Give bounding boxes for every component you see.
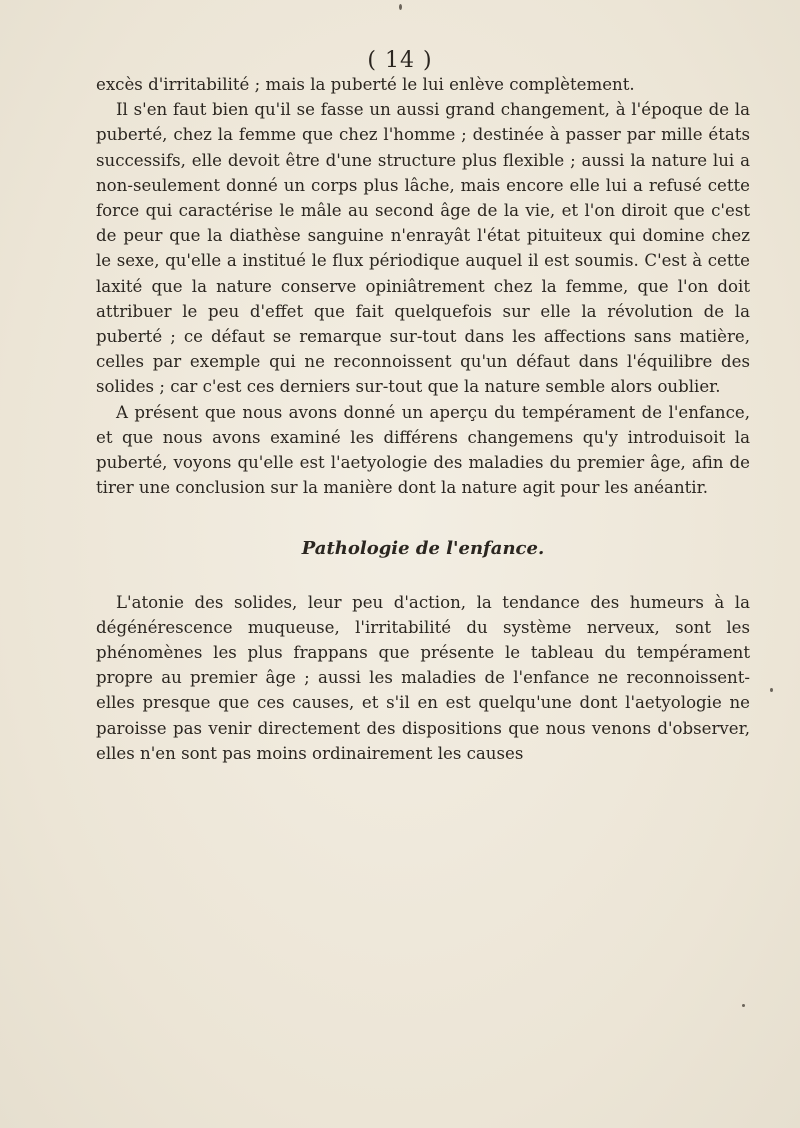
section-heading: Pathologie de l'enfance.: [301, 538, 545, 560]
paragraph-3: A présent que nous avons donné un aperçu du tempérament de l'enfance, et que nous avons examiné les différens changemens qu'y introduisoit la puberté, voyons qu'elle est l'aetyologie des maladies du premier âge, afin de tirer une conclusion sur la manière dont la nature agit pour les anéantir.: [96, 402, 750, 498]
paragraph-1: excès d'irritabilité ; mais la puberté le lui enlève complètement.: [96, 75, 635, 94]
paragraph-4: L'atonie des solides, leur peu d'action, la tendance des humeurs à la dégénérescence muqueuse, l'irritabilité du système nerveux, sont les phénomènes les plus frappans que présente le tableau du tempérament propre au premier âge ; aussi les maladies de l'enfance ne reconnoissent-elles presque que ces causes, et s'il en est quelqu'une dont l'aetyologie ne paroisse pas venir directement des dispositions que nous venons d'observer, elles n'en sont pas moins ordinairement les causes: [96, 592, 750, 763]
paragraph-2: Il s'en faut bien qu'il se fasse un aussi grand changement, à l'époque de la puberté, chez la femme que chez l'homme ; destinée à passer par mille états successifs, elle devoit être d'une structure plus flexible ; aussi la nature lui a non-seulement donné un corps plus lâche, mais encore elle lui a refusé cette force qui caractérise le mâle au second âge de la vie, et l'on diroit que c'est de peur que la diathèse sanguine n'enrayât l'état pituiteux qui domine chez le sexe, qu'elle a institué le flux périodique auquel il est soumis. C'est à cette laxité que la nature conserve opiniâtrement chez la femme, que l'on doit attribuer le peu d'effet que fait quelquefois sur elle la révolution de la puberté ; ce défaut se remarque sur-tout dans les affections sans matière, celles par exemple qui ne reconnoissent qu'un défaut dans l'équilibre des solides ; car c'est ces derniers sur-tout que la nature semble alors oublier.: [96, 100, 750, 397]
ink-speck-right: [770, 688, 773, 692]
body-text: [96, 72, 750, 766]
ink-speck-top: [399, 4, 402, 10]
ink-speck-bottom: [742, 1004, 745, 1007]
page-number: ( 14 ): [367, 48, 433, 73]
